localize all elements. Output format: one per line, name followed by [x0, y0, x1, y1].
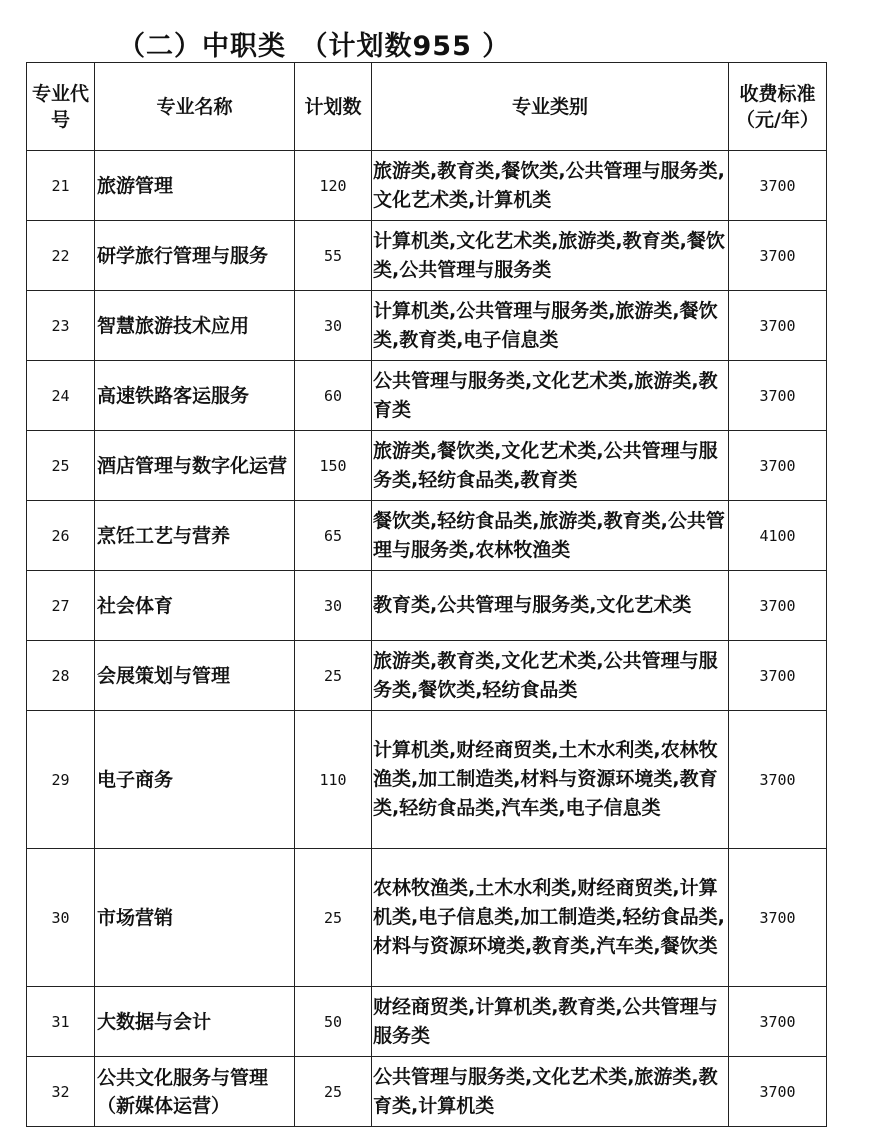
- cell-fee: 3700: [729, 1057, 827, 1127]
- cell-fee: 3700: [729, 849, 827, 987]
- cell-name: 电子商务: [95, 711, 295, 849]
- cell-plan: 65: [295, 501, 372, 571]
- cell-category: 餐饮类,轻纺食品类,旅游类,教育类,公共管理与服务类,农林牧渔类: [372, 501, 729, 571]
- cell-code: 24: [27, 361, 95, 431]
- cell-category: 计算机类,文化艺术类,旅游类,教育类,餐饮类,公共管理与服务类: [372, 221, 729, 291]
- table-row: [27, 151, 827, 221]
- cell-category: 计算机类,公共管理与服务类,旅游类,餐饮类,教育类,电子信息类: [372, 291, 729, 361]
- cell-fee: 3700: [729, 641, 827, 711]
- cell-code: 28: [27, 641, 95, 711]
- enrollment-plan-table: [26, 62, 827, 1127]
- cell-category: 教育类,公共管理与服务类,文化艺术类: [372, 571, 729, 641]
- cell-category: 旅游类,餐饮类,文化艺术类,公共管理与服务类,轻纺食品类,教育类: [372, 431, 729, 501]
- cell-plan: 25: [295, 641, 372, 711]
- cell-category: 旅游类,教育类,餐饮类,公共管理与服务类,文化艺术类,计算机类: [372, 151, 729, 221]
- cell-code: 27: [27, 571, 95, 641]
- table-row: [27, 431, 827, 501]
- header-name: 专业名称: [95, 63, 295, 151]
- table-header-row: [27, 63, 827, 151]
- table-row: [27, 221, 827, 291]
- cell-code: 23: [27, 291, 95, 361]
- cell-fee: 3700: [729, 221, 827, 291]
- cell-fee: 3700: [729, 431, 827, 501]
- cell-plan: 30: [295, 291, 372, 361]
- table-row: [27, 1057, 827, 1127]
- cell-category: 农林牧渔类,土木水利类,财经商贸类,计算机类,电子信息类,加工制造类,轻纺食品类,材料与资源环境类,教育类,汽车类,餐饮类: [372, 849, 729, 987]
- header-category: 专业类别: [372, 63, 729, 151]
- table-row: [27, 361, 827, 431]
- cell-fee: 3700: [729, 571, 827, 641]
- cell-name: 社会体育: [95, 571, 295, 641]
- cell-name: 大数据与会计: [95, 987, 295, 1057]
- cell-code: 26: [27, 501, 95, 571]
- cell-fee: 3700: [729, 291, 827, 361]
- cell-category: 旅游类,教育类,文化艺术类,公共管理与服务类,餐饮类,轻纺食品类: [372, 641, 729, 711]
- cell-category: 财经商贸类,计算机类,教育类,公共管理与服务类: [372, 987, 729, 1057]
- cell-plan: 25: [295, 1057, 372, 1127]
- page-title: （二）中职类 （计划数955 ）: [118, 31, 511, 62]
- cell-code: 22: [27, 221, 95, 291]
- cell-plan: 30: [295, 571, 372, 641]
- cell-plan: 60: [295, 361, 372, 431]
- cell-code: 30: [27, 849, 95, 987]
- cell-name: 酒店管理与数字化运营: [95, 431, 295, 501]
- cell-code: 31: [27, 987, 95, 1057]
- table-row: [27, 641, 827, 711]
- cell-fee: 4100: [729, 501, 827, 571]
- cell-fee: 3700: [729, 711, 827, 849]
- cell-plan: 25: [295, 849, 372, 987]
- cell-category: 公共管理与服务类,文化艺术类,旅游类,教育类: [372, 361, 729, 431]
- table-row: [27, 291, 827, 361]
- cell-code: 29: [27, 711, 95, 849]
- table-row: [27, 987, 827, 1057]
- cell-plan: 50: [295, 987, 372, 1057]
- header-fee: 收费标准（元/年）: [729, 63, 827, 151]
- table-row: [27, 501, 827, 571]
- cell-name: 公共文化服务与管理（新媒体运营）: [95, 1057, 295, 1127]
- cell-name: 高速铁路客运服务: [95, 361, 295, 431]
- cell-plan: 150: [295, 431, 372, 501]
- cell-plan: 120: [295, 151, 372, 221]
- cell-code: 25: [27, 431, 95, 501]
- cell-name: 旅游管理: [95, 151, 295, 221]
- cell-category: 计算机类,财经商贸类,土木水利类,农林牧渔类,加工制造类,材料与资源环境类,教育类,轻纺食品类,汽车类,电子信息类: [372, 711, 729, 849]
- cell-plan: 110: [295, 711, 372, 849]
- table-row: [27, 571, 827, 641]
- cell-plan: 55: [295, 221, 372, 291]
- table-row: [27, 849, 827, 987]
- cell-name: 智慧旅游技术应用: [95, 291, 295, 361]
- cell-name: 烹饪工艺与营养: [95, 501, 295, 571]
- table-row: [27, 711, 827, 849]
- cell-code: 32: [27, 1057, 95, 1127]
- cell-category: 公共管理与服务类,文化艺术类,旅游类,教育类,计算机类: [372, 1057, 729, 1127]
- cell-name: 研学旅行管理与服务: [95, 221, 295, 291]
- cell-fee: 3700: [729, 987, 827, 1057]
- cell-fee: 3700: [729, 361, 827, 431]
- header-plan: 计划数: [295, 63, 372, 151]
- cell-name: 市场营销: [95, 849, 295, 987]
- cell-code: 21: [27, 151, 95, 221]
- cell-fee: 3700: [729, 151, 827, 221]
- cell-name: 会展策划与管理: [95, 641, 295, 711]
- header-code: 专业代号: [27, 63, 95, 151]
